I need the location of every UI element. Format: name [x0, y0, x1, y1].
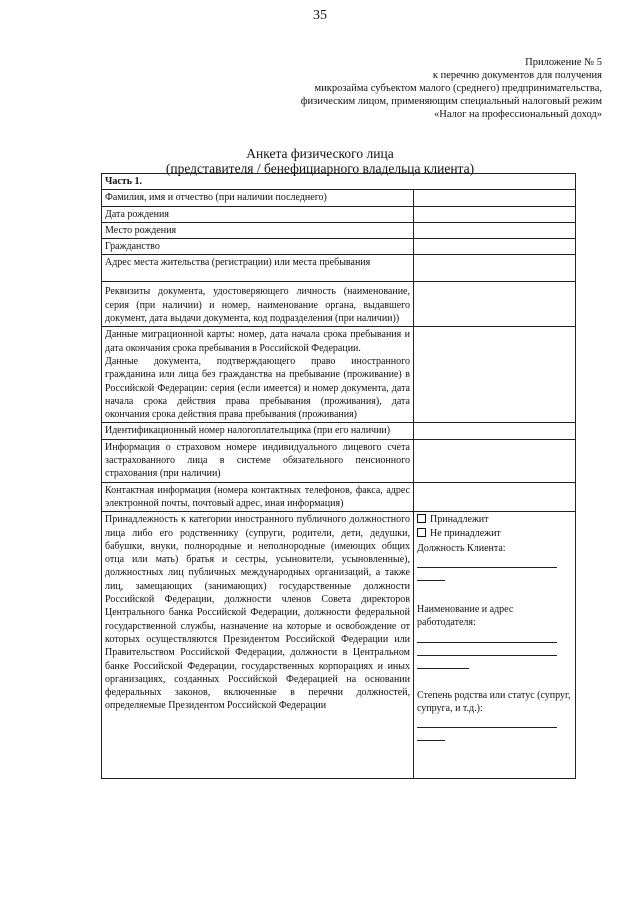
employer-input-line[interactable]: [417, 667, 469, 669]
field-value-cell[interactable]: [414, 206, 576, 222]
field-label: Место рождения: [102, 222, 414, 238]
pep-options-cell: [414, 512, 576, 779]
field-label: Гражданство: [102, 239, 414, 255]
appendix-line: «Налог на профессиональный доход»: [434, 109, 602, 120]
field-value-cell[interactable]: [414, 439, 576, 482]
field-label: Реквизиты документа, удостоверяющего личность (наименование, серия (при наличии) и номер, наименование органа, выдавшего документ, дата выдачи документа, код подразделения (при наличии)): [102, 282, 414, 327]
table-row: [102, 222, 576, 238]
field-label: Фамилия, имя и отчество (при наличии последнего): [102, 190, 414, 206]
field-label: Идентификационный номер налогоплательщика (при его наличии): [102, 423, 414, 439]
field-label: Контактная информация (номера контактных телефонов, факса, адрес электронной почты, почтовый адрес, иная информация): [102, 482, 414, 512]
option-not-belongs[interactable]: [417, 527, 572, 540]
form-title-line: Анкета физического лица: [246, 146, 394, 161]
field-value-cell[interactable]: [414, 282, 576, 327]
migration-card-label: Данные миграционной карты: номер, дата начала срока пребывания и дата окончания срока пребывания в Российской Федерации.: [105, 329, 410, 354]
field-value-cell[interactable]: [414, 327, 576, 423]
field-label: [102, 327, 414, 423]
table-row: [102, 239, 576, 255]
field-label: Дата рождения: [102, 206, 414, 222]
appendix-line: микрозайма субъектом малого (среднего) предпринимательства,: [314, 83, 602, 94]
table-row: [102, 206, 576, 222]
checkbox-icon[interactable]: [417, 514, 426, 523]
appendix-line: физическим лицом, применяющим специальный налоговый режим: [300, 96, 602, 107]
employer-input-line[interactable]: [417, 641, 557, 643]
questionnaire-table: [101, 173, 576, 779]
field-value-cell[interactable]: [414, 222, 576, 238]
relation-input-line[interactable]: [417, 726, 557, 728]
form-title: [0, 146, 640, 176]
table-row: [102, 482, 576, 512]
position-input-line[interactable]: [417, 579, 445, 581]
table-row: [102, 255, 576, 282]
table-row: [102, 512, 576, 779]
checkbox-icon[interactable]: [417, 528, 426, 537]
option-label: Принадлежит: [430, 514, 489, 526]
field-value-cell[interactable]: [414, 423, 576, 439]
form-subtitle-line: (представителя / бенефициарного владельца клиента): [165, 161, 475, 176]
table-row: [102, 282, 576, 327]
field-value-cell[interactable]: [414, 482, 576, 512]
employer-label: Наименование и адрес работодателя:: [417, 604, 514, 629]
field-value-cell[interactable]: [414, 255, 576, 282]
field-label: Адрес места жительства (регистрации) или места пребывания: [102, 255, 414, 282]
option-label: Не принадлежит: [430, 527, 501, 539]
table-row: [102, 190, 576, 206]
option-belongs[interactable]: [417, 513, 572, 526]
part-heading: Часть 1.: [102, 174, 576, 190]
field-value-cell[interactable]: [414, 190, 576, 206]
position-input-line[interactable]: [417, 566, 557, 568]
relation-input-line[interactable]: [417, 739, 445, 741]
appendix-line: к перечню документов для получения: [432, 70, 602, 81]
position-label: Должность Клиента:: [417, 542, 506, 554]
field-label: Принадлежность к категории иностранного публичного должностного лица либо его родственнику (супруги, родители, дети, дедушки, бабушки, внуки, полнородные и неполнородные (имеющих общих отца или мать) братья и сестры, усыновители, усыновленные), должностных лиц публичных международных организаций, а также лиц, замещающих (занимающих) государственные должности Российской Федерации, должности членов Совета директоров Центрального банка Российской Федерации, должности федеральной государственной службы, назначение на которые и освобождение от которых осуществляются Президентом Российской Федерации или Правительством Российской Федерации, должности в Центральном банке Российской Федерации, государственных корпорациях и иных организациях, созданных Российской Федерацией на основании федеральных законов, включенные в перечни должностей, определяемые Президентом Российской Федерации: [102, 512, 414, 779]
appendix-line: Приложение № 5: [525, 57, 602, 68]
table-row: [102, 439, 576, 482]
table-row: [102, 174, 576, 190]
field-label: Информация о страховом номере индивидуального лицевого счета застрахованного лица в системе обязательного пенсионного страхования (при наличии): [102, 439, 414, 482]
page-number: 35: [313, 8, 327, 23]
table-row: [102, 423, 576, 439]
relation-label: Степень родства или статус (супруг, супруга, и т.д.):: [417, 689, 571, 715]
field-value-cell[interactable]: [414, 239, 576, 255]
residence-document-label: Данные документа, подтверждающего право иностранного гражданина или лица без гражданства на пребывание (проживание) в Российской Федерации: серия (если имеется) и номер документа, дата начала срока действия права пребывания (проживания), дата окончания срока действия права пребывания (проживания): [105, 355, 410, 421]
appendix-header: [222, 56, 602, 121]
table-row: [102, 327, 576, 423]
employer-input-line[interactable]: [417, 654, 557, 656]
